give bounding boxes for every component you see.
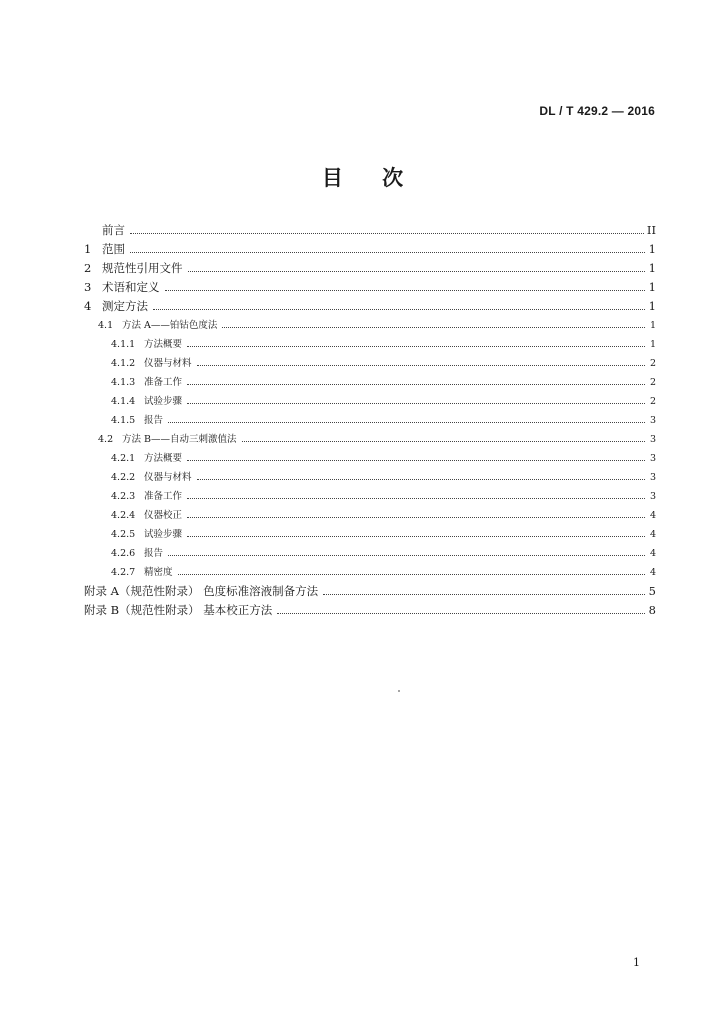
toc-entry[interactable] bbox=[84, 525, 656, 544]
toc-entry[interactable] bbox=[84, 392, 656, 411]
toc-entry-page: 3 bbox=[649, 472, 656, 483]
toc-dot-leader bbox=[242, 440, 645, 442]
toc-dot-leader bbox=[197, 478, 645, 480]
toc-entry-label: 附录 A（规范性附录） 色度标准溶液制备方法 bbox=[84, 584, 319, 598]
toc-entry-page: 1 bbox=[648, 261, 656, 275]
toc-entry-label: 方法概要 bbox=[144, 339, 183, 350]
table-of-contents bbox=[84, 221, 656, 620]
toc-entry-page: 3 bbox=[649, 491, 656, 502]
toc-entry-page: II bbox=[646, 223, 656, 237]
toc-entry[interactable] bbox=[84, 316, 656, 335]
toc-entry-number: 2 bbox=[84, 261, 92, 275]
toc-dot-leader bbox=[178, 573, 645, 575]
toc-entry[interactable] bbox=[84, 373, 656, 392]
toc-entry-page: 4 bbox=[649, 510, 656, 521]
toc-entry-label: 试验步骤 bbox=[144, 529, 183, 540]
toc-entry-label: 试验步骤 bbox=[144, 396, 183, 407]
toc-entry-label: 报告 bbox=[144, 548, 164, 559]
toc-entry-label: 准备工作 bbox=[144, 491, 183, 502]
toc-entry-page: 4 bbox=[649, 529, 656, 540]
toc-entry-number: 4.2.1 bbox=[111, 453, 136, 464]
toc-entry-label: 规范性引用文件 bbox=[102, 261, 183, 275]
toc-entry-number: 4.2 bbox=[98, 434, 114, 445]
toc-entry-number: 4 bbox=[84, 299, 92, 313]
toc-entry[interactable] bbox=[84, 221, 656, 240]
toc-entry-label: 方法 B——自动三刺激值法 bbox=[122, 434, 237, 445]
toc-dot-leader bbox=[130, 251, 645, 253]
toc-entry-number: 4.2.6 bbox=[111, 548, 136, 559]
toc-entry[interactable] bbox=[84, 297, 656, 316]
toc-entry-page: 1 bbox=[648, 242, 656, 256]
toc-entry-page: 5 bbox=[648, 584, 656, 598]
toc-entry-page: 8 bbox=[648, 603, 656, 617]
page-number: 1 bbox=[633, 956, 640, 969]
toc-entry-number: 3 bbox=[84, 280, 92, 294]
standard-code: DL / T 429.2 — 2016 bbox=[539, 104, 655, 118]
toc-dot-leader bbox=[165, 289, 646, 291]
toc-dot-leader bbox=[130, 232, 644, 234]
toc-entry-page: 4 bbox=[649, 548, 656, 559]
toc-entry[interactable] bbox=[84, 563, 656, 582]
toc-entry-label: 仪器校正 bbox=[144, 510, 183, 521]
toc-entry-page: 1 bbox=[648, 299, 656, 313]
toc-entry-page: 4 bbox=[649, 567, 656, 578]
toc-entry-label: 方法 A——铂钴色度法 bbox=[122, 320, 218, 331]
toc-entry-number: 4.1.2 bbox=[111, 358, 136, 369]
toc-dot-leader bbox=[277, 612, 645, 614]
toc-dot-leader bbox=[187, 459, 645, 461]
toc-entry[interactable] bbox=[84, 259, 656, 278]
toc-entry[interactable] bbox=[84, 354, 656, 373]
toc-dot-leader bbox=[323, 593, 645, 595]
toc-dot-leader bbox=[187, 535, 645, 537]
toc-entry-label: 方法概要 bbox=[144, 453, 183, 464]
toc-entry[interactable] bbox=[84, 544, 656, 563]
page-title: 目 次 bbox=[321, 166, 404, 190]
toc-entry-label: 报告 bbox=[144, 415, 164, 426]
toc-dot-leader bbox=[197, 364, 645, 366]
toc-dot-leader bbox=[187, 497, 645, 499]
toc-dot-leader bbox=[187, 516, 645, 518]
toc-entry-label: 精密度 bbox=[144, 567, 173, 578]
toc-entry-label: 术语和定义 bbox=[102, 280, 160, 294]
toc-entry[interactable] bbox=[84, 582, 656, 601]
toc-entry-page: 1 bbox=[649, 339, 656, 350]
toc-entry-number: 4.2.3 bbox=[111, 491, 136, 502]
toc-dot-leader bbox=[187, 402, 645, 404]
toc-entry-page: 2 bbox=[649, 358, 656, 369]
toc-dot-leader bbox=[222, 326, 645, 328]
toc-entry[interactable] bbox=[84, 468, 656, 487]
toc-entry-number: 4.2.7 bbox=[111, 567, 136, 578]
toc-entry[interactable] bbox=[84, 506, 656, 525]
toc-entry-page: 1 bbox=[649, 320, 656, 331]
toc-entry-label: 前言 bbox=[102, 223, 125, 237]
toc-entry-label: 仪器与材料 bbox=[144, 358, 192, 369]
toc-entry[interactable] bbox=[84, 335, 656, 354]
toc-entry[interactable] bbox=[84, 449, 656, 468]
toc-entry-label: 范围 bbox=[102, 242, 125, 256]
toc-entry-page: 1 bbox=[648, 280, 656, 294]
toc-entry-page: 3 bbox=[649, 453, 656, 464]
toc-entry-number: 4.1.1 bbox=[111, 339, 136, 350]
toc-dot-leader bbox=[187, 383, 645, 385]
toc-entry-label: 准备工作 bbox=[144, 377, 183, 388]
toc-entry-number: 4.1 bbox=[98, 320, 114, 331]
scan-speck bbox=[398, 690, 400, 692]
toc-entry[interactable] bbox=[84, 411, 656, 430]
toc-entry-number: 4.1.5 bbox=[111, 415, 136, 426]
toc-entry-page: 2 bbox=[649, 377, 656, 388]
toc-entry[interactable] bbox=[84, 240, 656, 259]
toc-dot-leader bbox=[188, 270, 646, 272]
toc-dot-leader bbox=[187, 345, 645, 347]
toc-entry-number: 4.1.4 bbox=[111, 396, 136, 407]
toc-entry-label: 附录 B（规范性附录） 基本校正方法 bbox=[84, 603, 273, 617]
toc-entry-number: 1 bbox=[84, 242, 92, 256]
toc-entry-number: 4.2.4 bbox=[111, 510, 136, 521]
toc-entry-page: 3 bbox=[649, 434, 656, 445]
toc-entry-page: 2 bbox=[649, 396, 656, 407]
toc-entry-page: 3 bbox=[649, 415, 656, 426]
toc-dot-leader bbox=[153, 308, 645, 310]
toc-dot-leader bbox=[168, 421, 645, 423]
toc-dot-leader bbox=[168, 554, 645, 556]
toc-entry-number: 4.2.5 bbox=[111, 529, 136, 540]
toc-entry[interactable] bbox=[84, 278, 656, 297]
toc-entry[interactable] bbox=[84, 487, 656, 506]
toc-entry[interactable] bbox=[84, 601, 656, 620]
toc-entry-label: 仪器与材料 bbox=[144, 472, 192, 483]
toc-entry-number: 4.2.2 bbox=[111, 472, 136, 483]
toc-entry[interactable] bbox=[84, 430, 656, 449]
toc-entry-number: 4.1.3 bbox=[111, 377, 136, 388]
toc-entry-label: 测定方法 bbox=[102, 299, 148, 313]
